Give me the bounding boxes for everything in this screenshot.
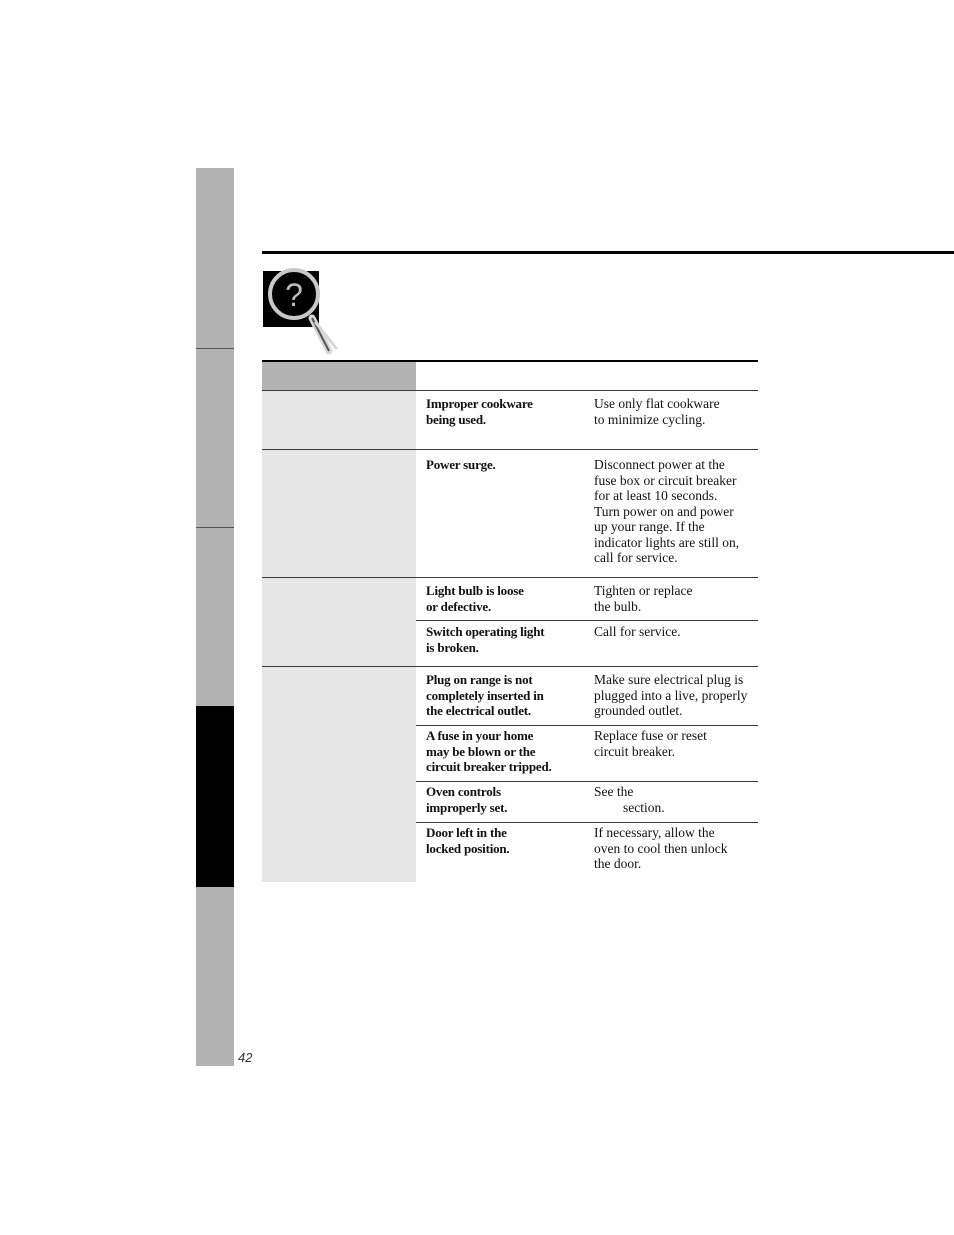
- side-tab-2[interactable]: [196, 349, 234, 527]
- remedy-text: Replace fuse or reset circuit breaker.: [594, 728, 707, 759]
- cause-text: Power surge.: [426, 457, 496, 472]
- cause-text: Switch operating light is broken.: [426, 624, 545, 655]
- remedy-text: Disconnect power at the fuse box or circuit breaker for at least 10 seconds. Turn power on and power up your range. If the indicator lights are still on, call for service.: [594, 457, 740, 565]
- remedy-text: Tighten or replace the bulb.: [594, 583, 693, 614]
- svg-text:?: ?: [285, 277, 303, 313]
- remedy-text: Call for service.: [594, 624, 681, 639]
- cause-text: Plug on range is not completely inserted in the electrical outlet.: [426, 672, 544, 718]
- problem-cell: [262, 578, 416, 666]
- entry-rule: [416, 822, 758, 823]
- magnifier-question-icon: [263, 268, 343, 360]
- section-top-rule: [262, 251, 954, 254]
- problem-cell: [262, 450, 416, 577]
- problem-cell: [262, 391, 416, 449]
- side-tab-4-active[interactable]: [196, 706, 234, 887]
- side-tab-3[interactable]: [196, 528, 234, 706]
- table-header-problem-column: [262, 362, 416, 390]
- remedy-text: Use only flat cookware to minimize cycling.: [594, 396, 720, 427]
- entry-rule: [416, 620, 758, 621]
- remedy-text: See the section.: [594, 784, 665, 815]
- cause-text: Oven controls improperly set.: [426, 784, 508, 815]
- entry-rule: [416, 725, 758, 726]
- remedy-text: If necessary, allow the oven to cool then unlock the door.: [594, 825, 728, 871]
- remedy-text: Make sure electrical plug is plugged into a live, properly grounded outlet.: [594, 672, 748, 718]
- entry-rule: [416, 781, 758, 782]
- cause-text: A fuse in your home may be blown or the circuit breaker tripped.: [426, 728, 552, 774]
- cause-text: Light bulb is loose or defective.: [426, 583, 524, 614]
- cause-text: Door left in the locked position.: [426, 825, 510, 856]
- side-tab-5[interactable]: [196, 887, 234, 1066]
- problem-cell: [262, 667, 416, 882]
- cause-text: Improper cookware being used.: [426, 396, 533, 427]
- side-tab-1[interactable]: [196, 168, 234, 348]
- page-number: 42: [238, 1050, 253, 1065]
